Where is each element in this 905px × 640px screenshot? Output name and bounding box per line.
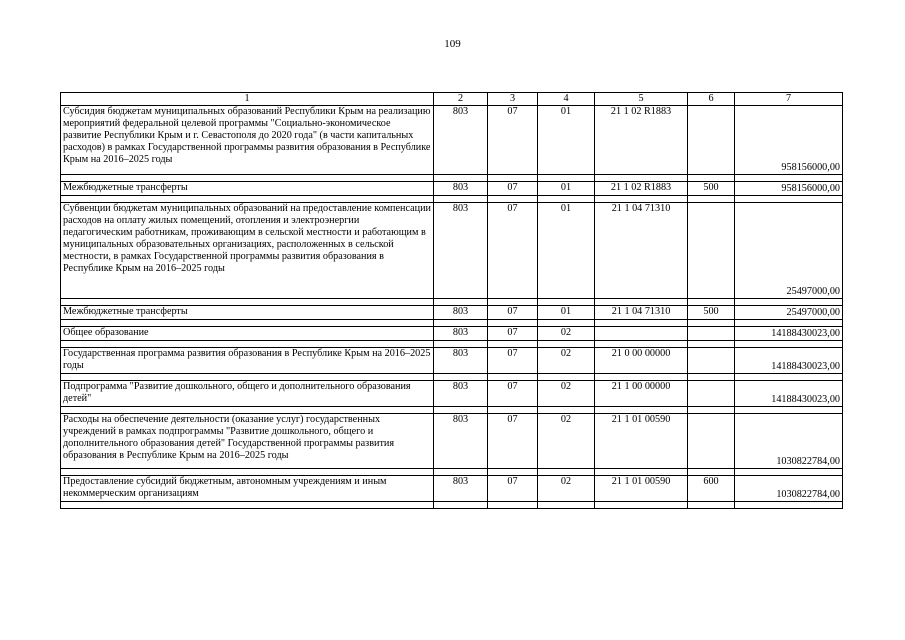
header-cell: 7 bbox=[735, 93, 843, 106]
row-spacer bbox=[61, 196, 843, 203]
row-code-ministry: 803 bbox=[434, 414, 488, 469]
row-code-ministry: 803 bbox=[434, 476, 488, 502]
row-expense-type bbox=[688, 327, 735, 341]
row-target-article: 21 1 01 00590 bbox=[595, 476, 688, 502]
header-cell: 4 bbox=[538, 93, 595, 106]
row-amount: 25497000,00 bbox=[735, 306, 843, 320]
row-subsection: 02 bbox=[538, 414, 595, 469]
row-code-ministry: 803 bbox=[434, 106, 488, 175]
row-spacer bbox=[61, 299, 843, 306]
row-spacer bbox=[61, 341, 843, 348]
row-name: Общее образование bbox=[61, 327, 434, 341]
row-amount: 14188430023,00 bbox=[735, 327, 843, 341]
row-section: 07 bbox=[488, 106, 538, 175]
header-cell: 6 bbox=[688, 93, 735, 106]
row-subsection: 01 bbox=[538, 306, 595, 320]
row-section: 07 bbox=[488, 414, 538, 469]
table-row bbox=[61, 306, 843, 320]
table-row bbox=[61, 476, 843, 502]
row-expense-type: 600 bbox=[688, 476, 735, 502]
row-amount: 958156000,00 bbox=[735, 106, 843, 175]
row-target-article: 21 1 04 71310 bbox=[595, 306, 688, 320]
budget-table bbox=[60, 92, 843, 509]
row-section: 07 bbox=[488, 348, 538, 374]
header-cell: 5 bbox=[595, 93, 688, 106]
row-amount: 25497000,00 bbox=[735, 203, 843, 299]
row-name: Межбюджетные трансферты bbox=[61, 182, 434, 196]
row-spacer bbox=[61, 374, 843, 381]
row-amount: 958156000,00 bbox=[735, 182, 843, 196]
row-subsection: 02 bbox=[538, 327, 595, 341]
row-name: Субвенции бюджетам муниципальных образований на предоставление компенсации расходов на оплату жилых помещений, отопления и электроэнергии педагогическим работникам, проживающим в сельской местности и работающим в муниципальных образовательных организациях, расположенных в сельской местности, в рамках Государственной программы развития образования в Республике Крым на 2016–2025 годы bbox=[61, 203, 434, 299]
table-row bbox=[61, 414, 843, 469]
row-subsection: 02 bbox=[538, 381, 595, 407]
row-amount: 14188430023,00 bbox=[735, 348, 843, 374]
row-amount: 1030822784,00 bbox=[735, 476, 843, 502]
row-target-article: 21 1 00 00000 bbox=[595, 381, 688, 407]
table-row bbox=[61, 182, 843, 196]
row-section: 07 bbox=[488, 476, 538, 502]
row-section: 07 bbox=[488, 381, 538, 407]
row-subsection: 02 bbox=[538, 476, 595, 502]
row-expense-type bbox=[688, 381, 735, 407]
row-name: Межбюджетные трансферты bbox=[61, 306, 434, 320]
row-spacer bbox=[61, 320, 843, 327]
row-section: 07 bbox=[488, 327, 538, 341]
row-subsection: 01 bbox=[538, 203, 595, 299]
table-row bbox=[61, 203, 843, 299]
row-subsection: 01 bbox=[538, 182, 595, 196]
header-cell: 2 bbox=[434, 93, 488, 106]
row-amount: 14188430023,00 bbox=[735, 381, 843, 407]
row-expense-type bbox=[688, 348, 735, 374]
row-name: Государственная программа развития образования в Республике Крым на 2016–2025 годы bbox=[61, 348, 434, 374]
table-row bbox=[61, 348, 843, 374]
row-spacer bbox=[61, 175, 843, 182]
row-code-ministry: 803 bbox=[434, 182, 488, 196]
header-cell: 3 bbox=[488, 93, 538, 106]
row-target-article: 21 1 02 R1883 bbox=[595, 182, 688, 196]
row-spacer bbox=[61, 502, 843, 509]
row-subsection: 01 bbox=[538, 106, 595, 175]
row-target-article: 21 0 00 00000 bbox=[595, 348, 688, 374]
row-code-ministry: 803 bbox=[434, 348, 488, 374]
row-target-article: 21 1 01 00590 bbox=[595, 414, 688, 469]
row-target-article: 21 1 02 R1883 bbox=[595, 106, 688, 175]
row-section: 07 bbox=[488, 203, 538, 299]
row-expense-type bbox=[688, 414, 735, 469]
row-target-article: 21 1 04 71310 bbox=[595, 203, 688, 299]
table-header-row bbox=[61, 93, 843, 106]
row-expense-type bbox=[688, 106, 735, 175]
header-cell: 1 bbox=[61, 93, 434, 106]
table-row bbox=[61, 327, 843, 341]
row-name: Субсидия бюджетам муниципальных образований Республики Крым на реализацию мероприятий федеральной целевой программы "Социально-экономическое развитие Республики Крым и г. Севастополя до 2020 года" (в части капитальных расходов) в рамках Государственной программы развития образования в Республике Крым на 2016–2025 годы bbox=[61, 106, 434, 175]
row-expense-type: 500 bbox=[688, 182, 735, 196]
row-name: Подпрограмма "Развитие дошкольного, общего и дополнительного образования детей" bbox=[61, 381, 434, 407]
row-section: 07 bbox=[488, 306, 538, 320]
row-code-ministry: 803 bbox=[434, 203, 488, 299]
page-number: 109 bbox=[444, 38, 461, 50]
table-row bbox=[61, 106, 843, 175]
row-name: Расходы на обеспечение деятельности (оказание услуг) государственных учреждений в рамках подпрограммы "Развитие дошкольного, общего и дополнительного образования детей" Государственной программы развития образования в Республике Крым на 2016–2025 годы bbox=[61, 414, 434, 469]
row-spacer bbox=[61, 407, 843, 414]
table-row bbox=[61, 381, 843, 407]
row-subsection: 02 bbox=[538, 348, 595, 374]
row-name: Предоставление субсидий бюджетным, автономным учреждениям и иным некоммерческим организациям bbox=[61, 476, 434, 502]
row-expense-type: 500 bbox=[688, 306, 735, 320]
row-code-ministry: 803 bbox=[434, 306, 488, 320]
row-amount: 1030822784,00 bbox=[735, 414, 843, 469]
row-expense-type bbox=[688, 203, 735, 299]
row-code-ministry: 803 bbox=[434, 381, 488, 407]
row-code-ministry: 803 bbox=[434, 327, 488, 341]
row-target-article bbox=[595, 327, 688, 341]
row-spacer bbox=[61, 469, 843, 476]
row-section: 07 bbox=[488, 182, 538, 196]
